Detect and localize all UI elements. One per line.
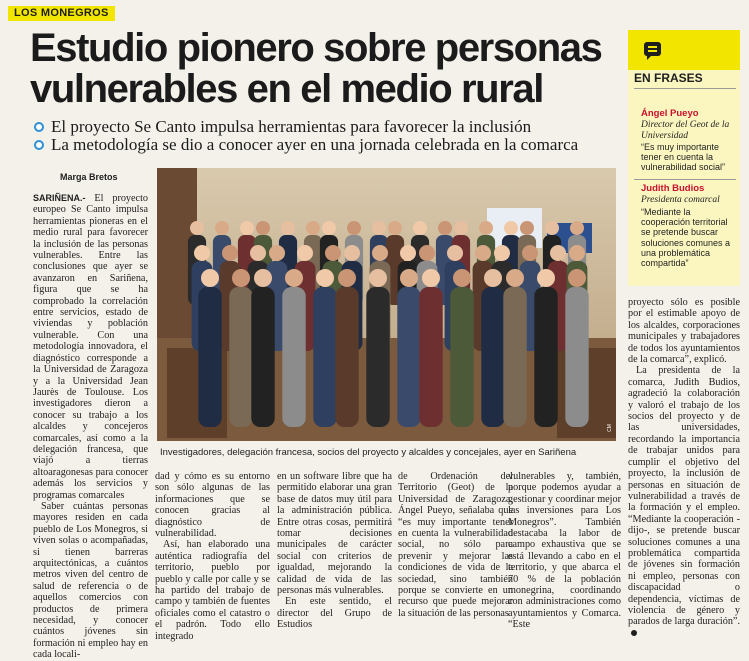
body-paragraph: de Ordenación del Territorio (Geot) de la Universidad de Zaragoza, Ángel Pueyo, señalaba que “es muy importante tener en cuenta la vulnerabilidad social, no sólo para prevenir y mejorar las condiciones de vida de la sociedad, sino también porque se convierte en un recurso que puede mejorar la situación de las personas	[398, 471, 513, 619]
quote-author: Judith Budios	[641, 183, 705, 194]
person-head	[447, 245, 463, 261]
body-paragraph: proyecto sólo es posible por el estimable apoyo de los alcaldes, corporaciones municipales y trabajadores de todos los ayuntamientos de la comarca”, explicó.	[628, 297, 740, 366]
body-paragraph: dad y cómo es su entorno son sólo algunas de las informaciones que se conocen gracias al diagnóstico de vulnerabilidad.	[155, 471, 270, 540]
quote-author-role: Director del Geot de la Universidad	[641, 120, 730, 141]
person-head	[400, 269, 418, 287]
body-paragraph: Así, han elaborado una auténtica radiografía del territorio, pueblo por pueblo y calle por calle y se ha partido del trabajo de campo y también de fuentes oficiales como el catastro o el padrón. Todo ello integrado	[155, 539, 270, 642]
person-head	[372, 245, 388, 261]
person-head	[316, 269, 334, 287]
person-head	[453, 269, 471, 287]
person-head	[344, 245, 360, 261]
person-body	[534, 287, 557, 427]
end-of-article-icon	[631, 630, 637, 636]
sidebar-divider	[634, 179, 736, 180]
deck-line-2	[34, 136, 578, 154]
quote-author: Ángel Pueyo	[641, 108, 699, 119]
person-body	[565, 287, 588, 427]
person-head	[281, 221, 295, 235]
group-photo	[157, 168, 616, 441]
quote-text: “Mediante la cooperación territorial se pretende buscar soluciones comunes a una problemática compartida”	[641, 207, 731, 269]
person-body	[397, 287, 420, 427]
person-head	[201, 269, 219, 287]
person-head	[322, 221, 336, 235]
bullet-circle-icon	[34, 122, 44, 132]
sidebar-title: EN FRASES	[634, 71, 703, 85]
bullet-circle-icon	[34, 140, 44, 150]
person-body	[450, 287, 473, 427]
body-paragraph: vulnerables y, también, porque podemos ayudar a gestionar y coordinar mejor las inversiones para Los Monegros”. También destacaba la labor de campo exhaustiva que se está llevando a cabo en el territorio, y que abarca el 70 % de la población monegrina, coordinando con administraciones como ayuntamientos y Comarca. “Este	[508, 471, 621, 631]
headline: Estudio pionero sobre personas vulnerables en el medio rural	[30, 26, 602, 111]
person-head	[520, 221, 534, 235]
person-body	[503, 287, 526, 427]
person-head	[413, 221, 427, 235]
person-head	[438, 221, 452, 235]
person-head	[222, 245, 238, 261]
person-head	[372, 221, 386, 235]
person-body	[481, 287, 504, 427]
person-body	[282, 287, 305, 427]
person-head	[506, 269, 524, 287]
body-column-5	[508, 471, 621, 631]
person-head	[419, 245, 435, 261]
person-head	[306, 221, 320, 235]
person-head	[400, 245, 416, 261]
body-column-4	[398, 471, 513, 621]
section-tag: LOS MONEGROS	[8, 6, 115, 21]
quote-text: “Es muy importante tener en cuenta la vulnerabilidad social”	[641, 142, 726, 173]
dateline: SARIÑENA.-	[33, 193, 86, 203]
person-head	[422, 269, 440, 287]
sidebar-band	[628, 30, 740, 70]
body-paragraph: En este sentido, el director del Grupo de Estudios	[277, 596, 392, 631]
person-head	[570, 221, 584, 235]
body-column-2	[155, 471, 270, 642]
person-head	[325, 245, 341, 261]
person-head	[338, 269, 356, 287]
person-body	[335, 287, 358, 427]
person-head	[190, 221, 204, 235]
person-body	[366, 287, 389, 427]
person-head	[297, 245, 313, 261]
deck-text: La metodología se dio a conocer ayer en una jornada celebrada en la comarca	[51, 135, 579, 154]
person-head	[256, 221, 270, 235]
deck-text: El proyecto Se Canto impulsa herramientas para favorecer la inclusión	[51, 117, 532, 136]
speech-bubble-icon	[644, 42, 661, 56]
person-head	[240, 221, 254, 235]
sidebar-divider	[634, 88, 736, 89]
person-head	[569, 245, 585, 261]
person-head	[475, 245, 491, 261]
person-head	[568, 269, 586, 287]
body-paragraph: Saber cuántas personas mayores residen en cada pueblo de Los Monegros, si viven solas o acompañadas, si tienen barreras arquitectónicas, a cuántos metros viven del centro de salud de referencia o de aquellos comercios con productos de primera necesidad, y conocer cuántos jóvenes sin formación ni empleo hay en cada locali-	[33, 500, 148, 661]
person-head	[550, 245, 566, 261]
quote-author-role: Presidenta comarcal	[641, 195, 720, 205]
body-column-3	[277, 471, 392, 631]
deck-line-1	[34, 118, 531, 136]
body-column-6	[628, 297, 740, 628]
person-head	[494, 245, 510, 261]
body-paragraph: SARIÑENA.- El proyecto europeo Se Canto impulsa herramientas pioneras en el medio rural para favorecer la inclusión de las personas vulnerables. Entre las conclusiones que ayer se avanzaron en Sariñena, figura que se ha comprobado la correlación entre servicios, estado de viviendas y población vulnerable. Con una metodología innovadora, el diagnóstico corresponde a la Universidad de Zaragoza y a la Universidad Jean Jaurès de Toulouse. Los investigadores dieron a conocer su trabajo a los alcaldes y concejeros comarcales, así como a la delegación francesa, que viajó a tierras altoaragonesas para conocer además los servicios y programas comarcales	[33, 193, 148, 501]
photo-caption: Investigadores, delegación francesa, socios del proyecto y alcaldes y concejales, ayer en Sariñena	[160, 447, 577, 458]
person-head	[347, 221, 361, 235]
person-head	[254, 269, 272, 287]
person-head	[522, 245, 538, 261]
person-head	[369, 269, 387, 287]
person-head	[285, 269, 303, 287]
body-column-1	[33, 193, 148, 661]
body-paragraph: La presidenta de la comarca, Judith Budios, agradeció la colaboración y valoró el trabajo de los socios del proyecto y de las universidades, recordando la importancia de trabajar unidos para cumplir el objetivo del proyecto, la inclusión de personas en situación de vulnerabilidad a través de la formación y el empleo. “Mediante la cooperación -dijo-, se pretende buscar soluciones comunes a una problemática compartida de jóvenes sin formación ni empleo, personas con discapacidad o dependencia, víctimas de violencia de género y parados de larga duración”.	[628, 365, 740, 639]
person-body	[198, 287, 221, 427]
person-head	[504, 221, 518, 235]
person-head	[232, 269, 250, 287]
person-head	[479, 221, 493, 235]
person-head	[250, 245, 266, 261]
person-head	[269, 245, 285, 261]
person-head	[215, 221, 229, 235]
person-head	[388, 221, 402, 235]
person-body	[229, 287, 252, 427]
photo-credit: CM	[606, 424, 613, 432]
person-head	[194, 245, 210, 261]
person-head	[484, 269, 502, 287]
byline: Marga Bretos	[60, 172, 118, 182]
person-body	[419, 287, 442, 427]
person-head	[545, 221, 559, 235]
person-head	[537, 269, 555, 287]
quotes-sidebar	[628, 30, 740, 286]
person-body	[251, 287, 274, 427]
group-photo-image	[157, 168, 616, 441]
person-body	[313, 287, 336, 427]
person-head	[454, 221, 468, 235]
body-paragraph: en un software libre que ha permitido elaborar una gran base de datos muy útil para la administración pública. Entre otras cosas, permitirá tomar decisiones municipales de carácter social con criterios de igualdad, mejorando la calidad de vida de las personas más vulnerables.	[277, 471, 392, 597]
